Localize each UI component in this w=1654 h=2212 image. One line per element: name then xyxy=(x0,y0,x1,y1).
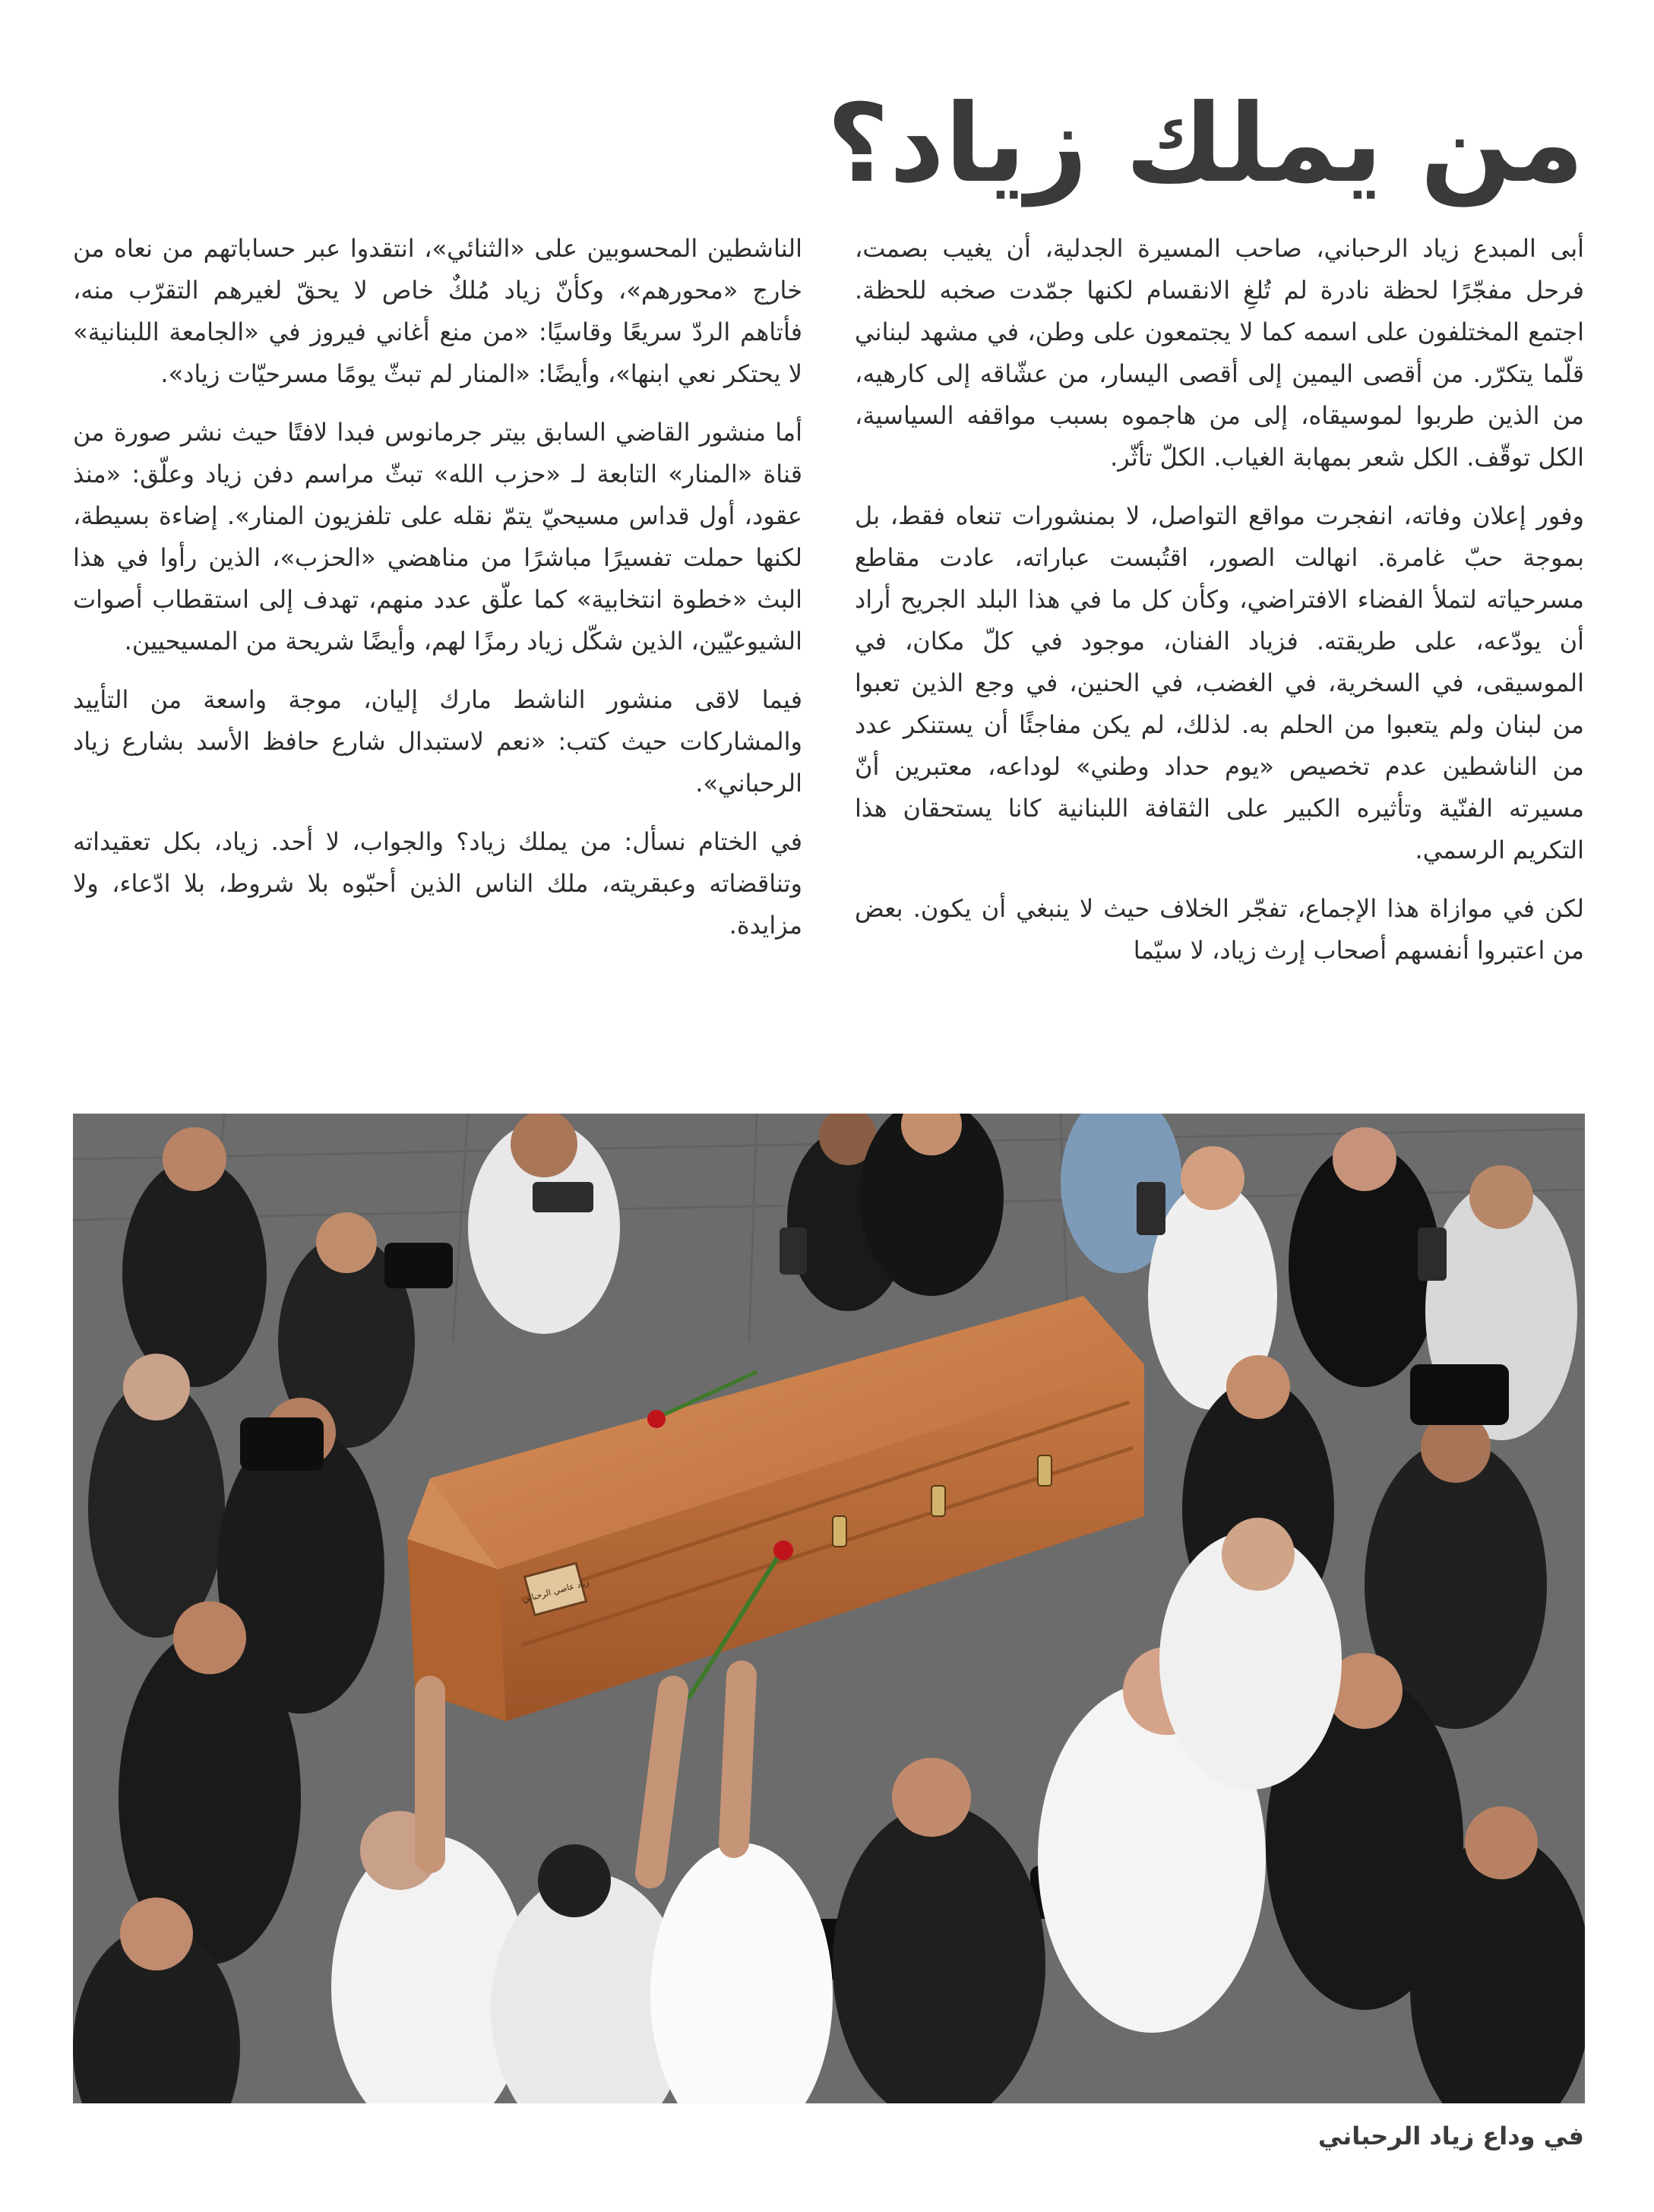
paragraph: في الختام نسأل: من يملك زياد؟ والجواب، لا أحد. زياد، بكل تعقيداته وتناقضاته وعبقريته، ملك الناس الذين أحبّوه بلا شروط، بلا ادّعاء، ولا مزايدة. xyxy=(73,827,802,940)
article-headline: من يملك زياد؟ xyxy=(827,81,1584,207)
paragraph: أبى المبدع زياد الرحباني، صاحب المسيرة الجدلية، أن يغيب بصمت، فرحل مفجّرًا لحظة نادرة لم تُلغِ الانقسام لكنها جمّدت صخبه للحظة. اجتمع المختلفون على اسمه كما لا يجتمعون على وطن، في مشهد لبناني قلّما يتكرّر. من أقصى اليمين إلى أقصى اليسار، من عشّاقه إلى كارهيه، من الذين طربوا لموسيقاه، إلى من هاجموه بسبب مواقفه السياسية، الكل توقّف. الكل شعر بمهابة الغياب. الكلّ تأثّر. xyxy=(855,234,1584,472)
article-column-right xyxy=(855,228,1584,988)
funeral-photo xyxy=(73,1114,1585,2103)
coffin-plaque-text: زياد عاصي الرحباني xyxy=(521,1577,590,1605)
paragraph: فيما لاقى منشور الناشط مارك إليان، موجة واسعة من التأييد والمشاركات حيث كتب: «نعم لاستبدال شارع حافظ الأسد بشارع زياد الرحباني». xyxy=(73,685,802,798)
funeral-scene-illustration xyxy=(73,1114,1585,2103)
photo-caption: في وداع زياد الرحباني xyxy=(1317,2122,1584,2150)
paragraph: لكن في موازاة هذا الإجماع، تفجّر الخلاف حيث لا ينبغي أن يكون. بعض من اعتبروا أنفسهم أصحاب إرث زياد، لا سيّما xyxy=(855,894,1584,965)
paragraph: أما منشور القاضي السابق بيتر جرمانوس فبدا لافتًا حيث نشر صورة من قناة «المنار» التابعة لـ «حزب الله» تبثّ مراسم دفن زياد وعلّق: «منذ عقود، أول قداس مسيحيّ يتمّ نقله على تلفزيون المنار». إضاءة بسيطة، لكنها حملت تفسيرًا مباشرًا من مناهضي «الحزب»، الذين رأوا في هذا البث «خطوة انتخابية» كما علّق عدد منهم، تهدف إلى استقطاب أصوات الشيوعيّين، الذين شكّل زياد رمزًا لهم، وأيضًا شريحة من المسيحيين. xyxy=(73,418,802,656)
article-column-left xyxy=(73,228,802,963)
paragraph: وفور إعلان وفاته، انفجرت مواقع التواصل، لا بمنشورات تنعاه فقط، بل بموجة حبّ غامرة. انهالت الصور، اقتُبست عباراته، عادت مقاطع مسرحياته لتملأ الفضاء الافتراضي، وكأن كل ما في هذا البلد الجريح أراد أن يودّعه، على طريقته. فزياد الفنان، موجود في كلّ مكان، في الموسيقى، في السخرية، في الغضب، في الحنين، في وجع الذين تعبوا من لبنان ولم يتعبوا من الحلم به. لذلك، لم يكن مفاجئًا أن يستنكر عدد من الناشطين عدم تخصيص «يوم حداد وطني» لوداعه، معتبرين أنّ مسيرته الفنّية وتأثيره الكبير على الثقافة اللبنانية كانا يستحقان هذا التكريم الرسمي. xyxy=(855,501,1584,864)
paragraph: الناشطين المحسوبين على «الثنائي»، انتقدوا عبر حساباتهم من نعاه من خارج «محورهم»، وكأنّ زياد مُلكٌ خاص لا يحقّ لغيرهم التقرّب منه، فأتاهم الردّ سريعًا وقاسيًا: «من منع أغاني فيروز في «الجامعة اللبنانية» لا يحتكر نعي ابنها»، وأيضًا: «المنار لم تبثّ يومًا مسرحيّات زياد». xyxy=(73,234,802,388)
